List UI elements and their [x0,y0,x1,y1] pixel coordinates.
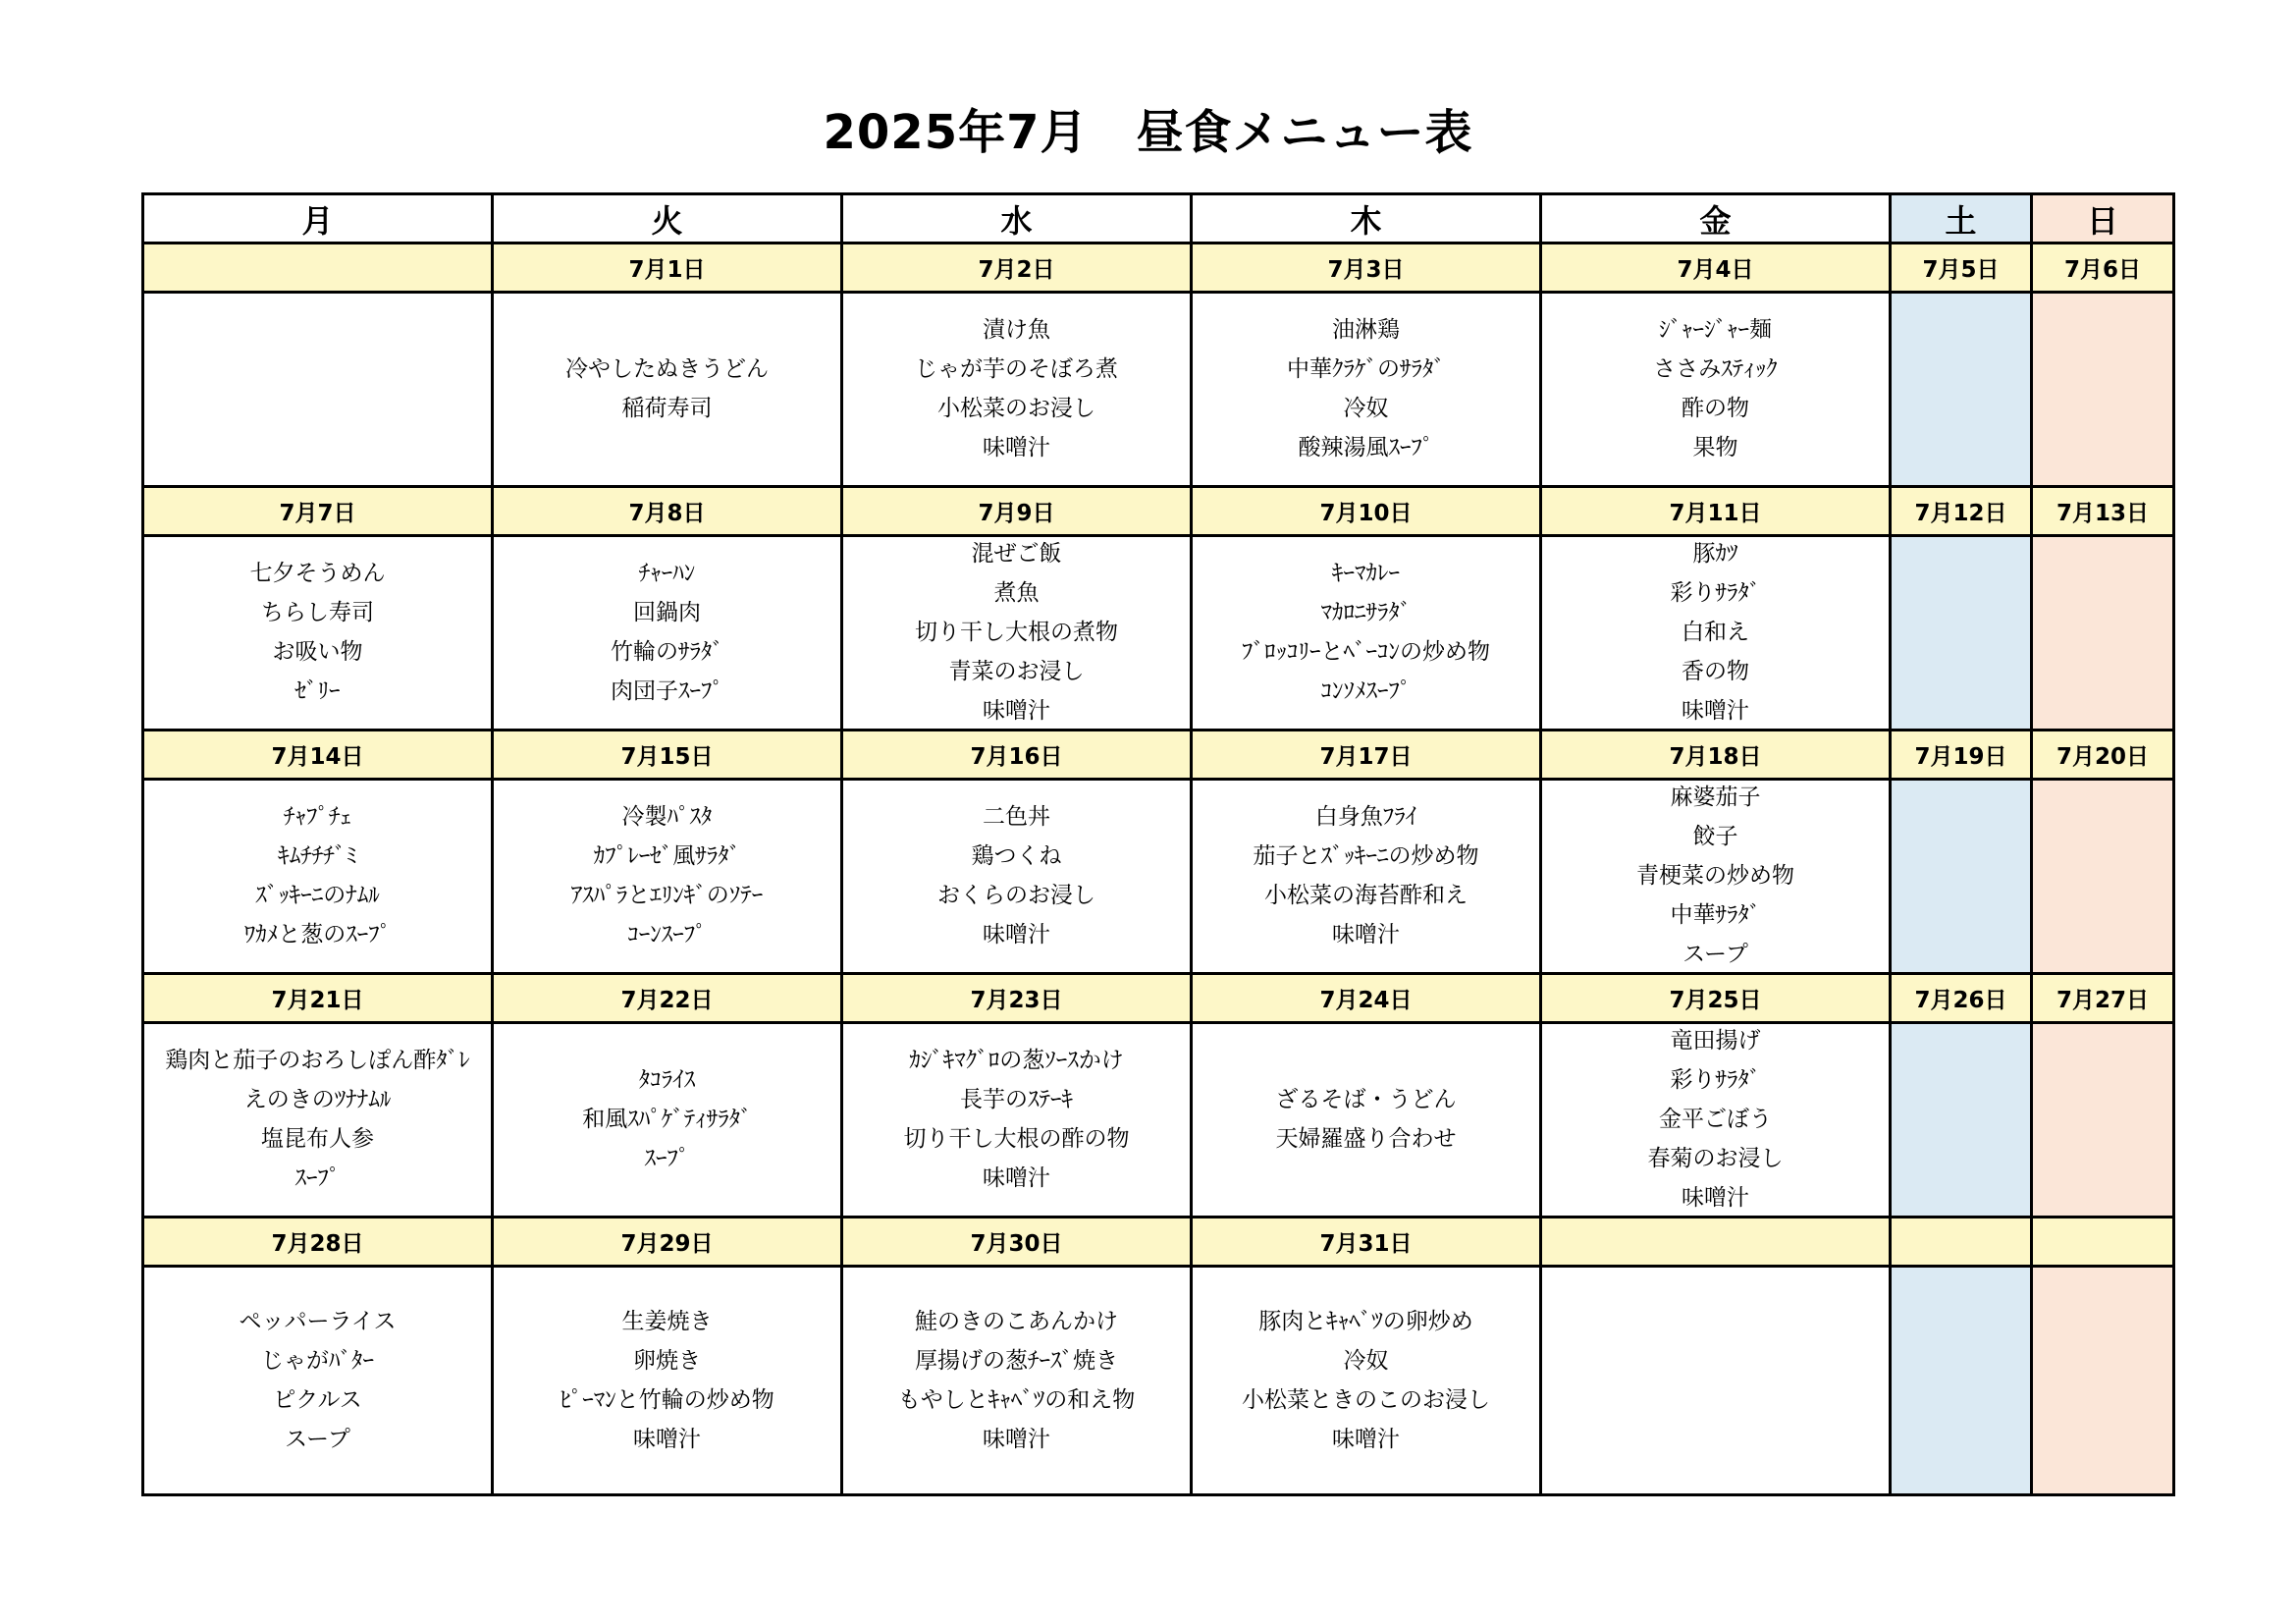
menu-cell-sat [1891,293,2032,487]
menu-cell-thu [1192,1267,1541,1495]
menu-cell-sun [2032,1267,2174,1495]
menu-item: 鶏つくね [971,843,1062,869]
date-cell-sun: 7月27日 [2032,974,2174,1023]
menu-cell-thu [1192,780,1541,974]
menu-item: ﾁｬｰﾊﾝ [638,561,696,586]
weekday-tue: 火 [493,194,842,244]
menu-item: ﾜｶﾒと葱のｽｰﾌﾟ [243,922,392,947]
menu-item: 切り干し大根の酢の物 [903,1126,1130,1152]
menu-item: 青菜のお浸し [948,659,1085,684]
menu-item: ｱｽﾊﾟﾗとｴﾘﾝｷﾞのｿﾃｰ [570,883,764,908]
menu-item: 果物 [1692,435,1738,460]
menu-item: 豚肉とｷｬﾍﾞﾂの卵炒め [1258,1308,1473,1334]
date-cell-fri [1541,1218,1891,1267]
menu-cell-tue [493,1267,842,1495]
date-row [143,1218,2174,1267]
date-row [143,487,2174,536]
menu-item: 小松菜ときのこのお浸し [1242,1386,1490,1413]
date-cell-tue: 7月15日 [493,731,842,780]
menu-cell-sat [1891,1267,2032,1495]
menu-item: 和風ｽﾊﾟｹﾞﾃｨｻﾗﾀﾞ [582,1107,752,1132]
date-cell-mon: 7月21日 [143,974,493,1023]
menu-cell-wed [842,293,1192,487]
menu-item: 肉団子ｽｰﾌﾟ [611,678,723,704]
menu-cell-sun [2032,780,2174,974]
menu-cell-wed [842,780,1192,974]
menu-item: 酢の物 [1682,396,1749,421]
menu-item: スープ [285,1426,350,1452]
date-cell-sun: 7月20日 [2032,731,2174,780]
menu-item: 春菊のお浸し [1647,1146,1784,1171]
date-cell-wed: 7月2日 [842,244,1192,293]
menu-item: ｺﾝｿﾒｽｰﾌﾟ [1320,678,1412,704]
menu-cell-mon [143,780,493,974]
menu-item: 生姜焼き [621,1308,713,1334]
menu-item: 味噌汁 [983,1426,1050,1452]
menu-item: 鮭のきのこあんかけ [915,1308,1118,1334]
menu-item: 稲荷寿司 [621,396,713,421]
date-cell-fri: 7月11日 [1541,487,1891,536]
date-cell-tue: 7月22日 [493,974,842,1023]
menu-item: 長芋のｽﾃｰｷ [960,1087,1073,1112]
menu-item: 七夕そうめん [249,561,386,586]
menu-item: 豚ｶﾂ [1692,541,1738,567]
menu-cell-sat [1891,780,2032,974]
menu-item: 冷やしたぬきうどん [565,356,769,382]
menu-item: ﾀｺﾗｲｽ [638,1067,696,1093]
menu-item: ｷｰﾏｶﾚｰ [1332,561,1400,586]
date-cell-tue: 7月29日 [493,1218,842,1267]
menu-item: 冷奴 [1343,396,1389,421]
menu-item: 彩りｻﾗﾀﾞ [1670,1067,1761,1093]
date-cell-wed: 7月9日 [842,487,1192,536]
menu-item: 香の物 [1682,659,1749,684]
date-cell-sat: 7月12日 [1891,487,2032,536]
menu-item: 中華ｻﾗﾀﾞ [1670,902,1761,928]
date-cell-thu: 7月17日 [1192,731,1541,780]
menu-item: お吸い物 [272,639,363,665]
weekday-wed: 水 [842,194,1192,244]
date-cell-fri: 7月18日 [1541,731,1891,780]
menu-item: 味噌汁 [983,1165,1050,1191]
menu-item: 天婦羅盛り合わせ [1275,1126,1457,1152]
date-row [143,731,2174,780]
date-cell-sat: 7月26日 [1891,974,2032,1023]
menu-cell-sat [1891,536,2032,731]
menu-item: 小松菜の海苔酢和え [1264,883,1468,908]
menu-item: ささみｽﾃｨｯｸ [1653,356,1778,382]
date-cell-sun: 7月6日 [2032,244,2174,293]
menu-row [143,536,2174,731]
menu-row [143,1023,2174,1218]
menu-item: おくらのお浸し [937,883,1095,908]
menu-calendar-table [141,192,2175,1496]
menu-cell-fri [1541,1023,1891,1218]
menu-item: ｷﾑﾁﾁﾁﾞﾐ [278,843,357,869]
menu-item: 鶏肉と茄子のおろしぽん酢ﾀﾞﾚ [165,1048,470,1073]
menu-item: 金平ごぼう [1659,1107,1772,1132]
menu-item: 味噌汁 [1332,1426,1400,1452]
date-cell-sat: 7月19日 [1891,731,2032,780]
menu-item: ﾋﾟｰﾏﾝと竹輪の炒め物 [560,1386,774,1413]
menu-item: 小松菜のお浸し [937,396,1095,421]
date-cell-sun [2032,1218,2174,1267]
menu-cell-tue [493,293,842,487]
date-cell-thu: 7月10日 [1192,487,1541,536]
menu-item: 厚揚げの葱ﾁｰｽﾞ焼き [915,1347,1118,1374]
menu-item: 茄子とｽﾞｯｷｰﾆの炒め物 [1253,843,1479,869]
menu-item: ペッパーライス [239,1308,397,1334]
menu-item: 中華ｸﾗｹﾞのｻﾗﾀﾞ [1287,356,1445,382]
weekday-sat: 土 [1891,194,2032,244]
date-cell-mon [143,244,493,293]
menu-item: ｺｰﾝｽｰﾌﾟ [627,922,707,947]
menu-item: 餃子 [1692,824,1738,849]
date-cell-sat: 7月5日 [1891,244,2032,293]
date-cell-mon: 7月7日 [143,487,493,536]
menu-cell-tue [493,780,842,974]
menu-item: ｾﾞﾘｰ [294,678,341,704]
menu-item: 白身魚ﾌﾗｲ [1314,804,1417,830]
weekday-fri: 金 [1541,194,1891,244]
menu-cell-mon [143,293,493,487]
date-cell-thu: 7月24日 [1192,974,1541,1023]
menu-cell-fri [1541,1267,1891,1495]
menu-item: 味噌汁 [983,698,1050,724]
menu-item: 味噌汁 [983,435,1050,460]
menu-cell-wed [842,536,1192,731]
weekday-header-row [143,194,2174,244]
menu-item: じゃが芋のそぼろ煮 [915,356,1118,382]
menu-item: 酸辣湯風ｽｰﾌﾟ [1298,435,1434,460]
menu-item: えのきのﾂﾅﾅﾑﾙ [243,1087,392,1112]
menu-cell-thu [1192,536,1541,731]
menu-cell-sun [2032,536,2174,731]
menu-cell-wed [842,1023,1192,1218]
menu-item: スープ [1682,942,1748,967]
date-cell-sun: 7月13日 [2032,487,2174,536]
menu-row [143,1267,2174,1495]
menu-item: ｽｰﾌﾟ [644,1146,690,1171]
menu-item: ｽﾞｯｷｰﾆのﾅﾑﾙ [255,883,380,908]
menu-item: 青梗菜の炒め物 [1636,863,1794,889]
menu-item: 味噌汁 [1682,698,1749,724]
menu-cell-thu [1192,1023,1541,1218]
menu-cell-sun [2032,293,2174,487]
weekday-mon: 月 [143,194,493,244]
menu-cell-sat [1891,1023,2032,1218]
menu-item: 彩りｻﾗﾀﾞ [1670,580,1761,606]
date-cell-mon: 7月28日 [143,1218,493,1267]
menu-item: じゃがﾊﾞﾀｰ [261,1347,374,1374]
menu-item: 漬け魚 [983,317,1050,343]
menu-item: 味噌汁 [983,922,1050,947]
menu-item: ｼﾞｬｰｼﾞｬｰ麺 [1659,317,1772,343]
menu-item: ｶﾌﾟﾚｰｾﾞ風ｻﾗﾀﾞ [593,843,741,869]
menu-item: 冷奴 [1343,1347,1389,1374]
menu-item: ピクルス [273,1386,362,1413]
menu-cell-thu [1192,293,1541,487]
menu-item: ﾁｬﾌﾟﾁｪ [284,804,351,830]
menu-item: 油淋鶏 [1332,317,1400,343]
menu-item: ﾌﾞﾛｯｺﾘｰとﾍﾞｰｺﾝの炒め物 [1242,639,1490,665]
date-cell-wed: 7月16日 [842,731,1192,780]
menu-item: ｽｰﾌﾟ [294,1165,341,1191]
menu-item: ざるそば・うどん [1275,1087,1457,1112]
weekday-sun: 日 [2032,194,2174,244]
menu-item: 白和え [1682,620,1749,645]
menu-item: 麻婆茄子 [1670,785,1761,810]
date-cell-wed: 7月23日 [842,974,1192,1023]
date-cell-mon: 7月14日 [143,731,493,780]
date-cell-fri: 7月4日 [1541,244,1891,293]
menu-item: 冷製ﾊﾟｽﾀ [621,804,713,830]
date-cell-tue: 7月1日 [493,244,842,293]
menu-cell-wed [842,1267,1192,1495]
date-cell-thu: 7月31日 [1192,1218,1541,1267]
menu-item: もやしとｷｬﾍﾞﾂの和え物 [897,1386,1136,1413]
date-row [143,244,2174,293]
menu-cell-tue [493,536,842,731]
menu-item: 切り干し大根の煮物 [915,620,1118,645]
menu-item: 混ぜご飯 [971,541,1062,567]
menu-cell-fri [1541,536,1891,731]
menu-cell-fri [1541,780,1891,974]
menu-item: ちらし寿司 [261,600,374,625]
menu-item: ﾏｶﾛﾆｻﾗﾀﾞ [1320,600,1412,625]
menu-item: 二色丼 [983,804,1050,830]
menu-item: 塩昆布人参 [261,1126,374,1152]
menu-cell-mon [143,536,493,731]
date-cell-wed: 7月30日 [842,1218,1192,1267]
menu-cell-tue [493,1023,842,1218]
date-cell-tue: 7月8日 [493,487,842,536]
menu-row [143,780,2174,974]
date-cell-fri: 7月25日 [1541,974,1891,1023]
menu-item: 竜田揚げ [1670,1028,1761,1054]
menu-item: 竹輪のｻﾗﾀﾞ [611,639,723,665]
menu-item: 卵焼き [633,1347,701,1374]
menu-item: ｶｼﾞｷﾏｸﾞﾛの葱ｿｰｽかけ [909,1048,1124,1073]
date-cell-thu: 7月3日 [1192,244,1541,293]
menu-row [143,293,2174,487]
page-title: 2025年7月 昼食メニュー表 [823,105,1473,160]
menu-item: 味噌汁 [633,1426,701,1452]
date-row [143,974,2174,1023]
menu-item: 味噌汁 [1682,1185,1749,1211]
date-cell-sat [1891,1218,2032,1267]
menu-item: 回鍋肉 [633,600,701,625]
menu-item: 煮魚 [993,580,1040,606]
menu-item: 味噌汁 [1332,922,1400,947]
menu-cell-mon [143,1267,493,1495]
menu-cell-fri [1541,293,1891,487]
menu-cell-sun [2032,1023,2174,1218]
weekday-thu: 木 [1192,194,1541,244]
menu-cell-mon [143,1023,493,1218]
